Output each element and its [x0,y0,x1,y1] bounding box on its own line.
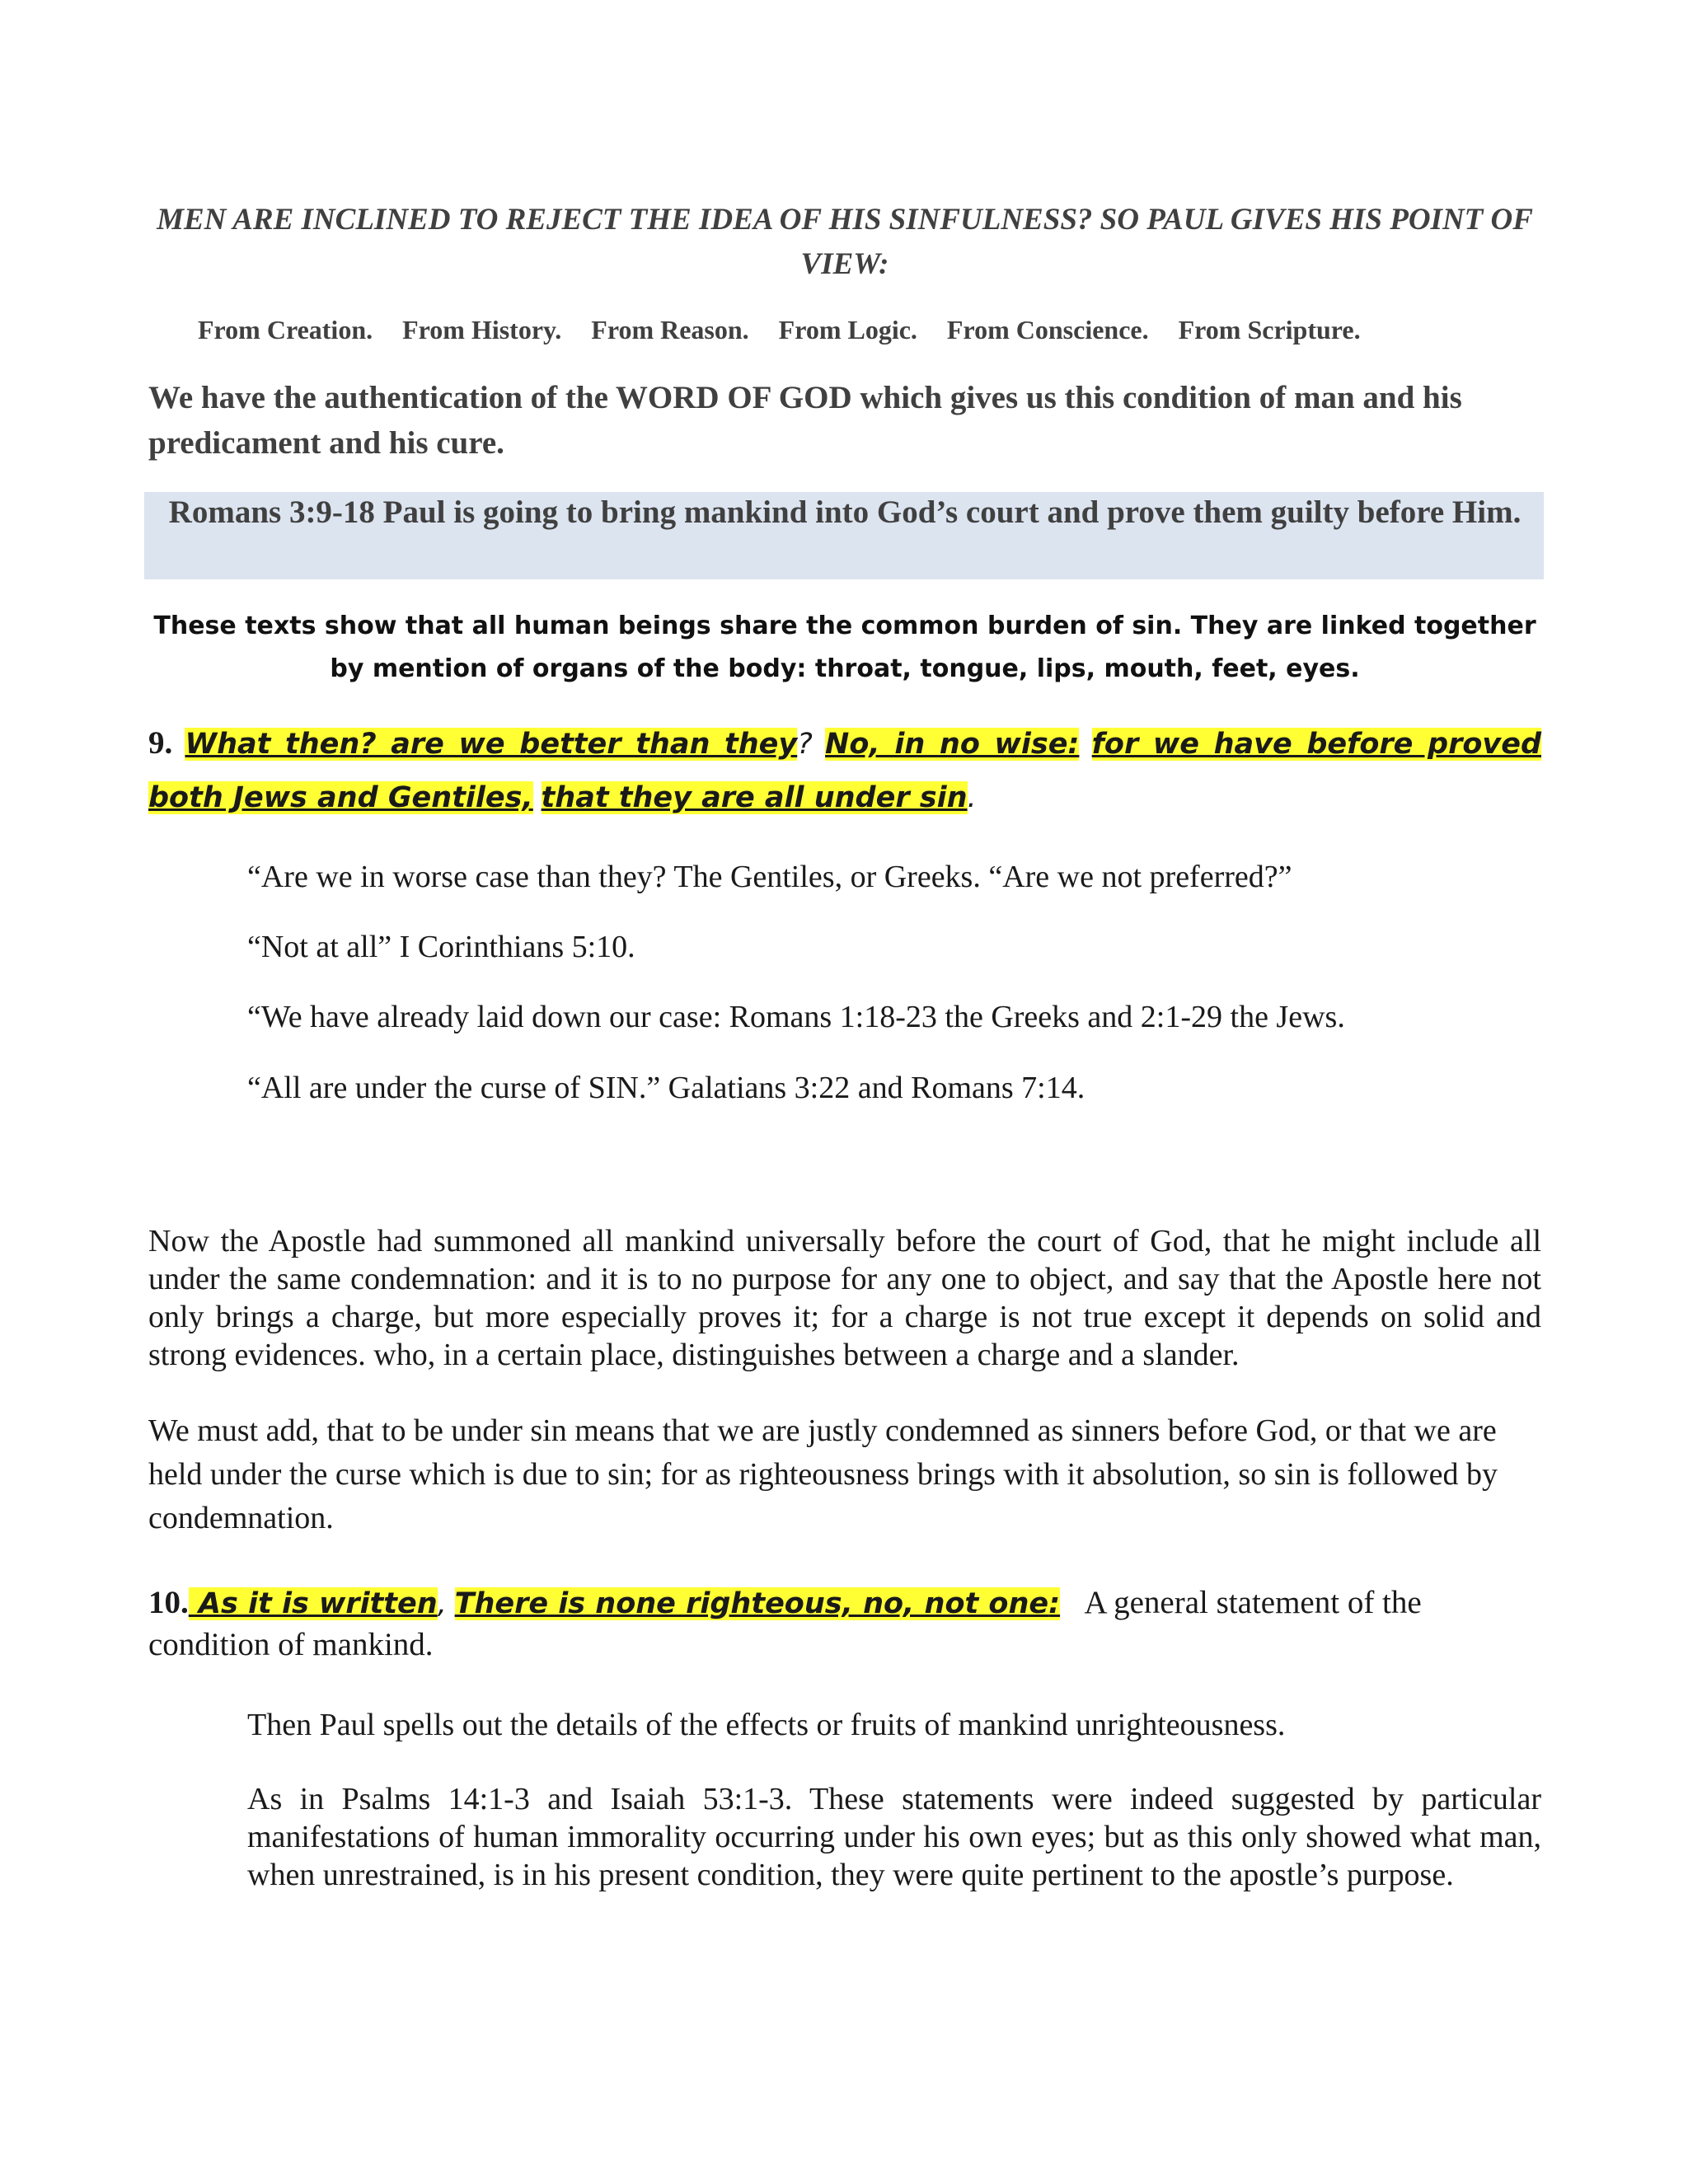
verse-10-highlight-2: There is none righteous, no, not one [454,1587,1049,1620]
paragraph-under-sin: We must add, that to be under sin means that we are justly condemned as sinners before God, or that we are held under the curse which is due to sin; for as righteousness brings with it absolution, so sin is followed by condemnation. [148,1413,1498,1535]
quote-3: “We have already laid down our case: Romans 1:18-23 the Greeks and 2:1-29 the Jews. [247,1000,1345,1034]
verse-9 [148,717,1541,824]
verse-10-number: 10. [148,1585,189,1620]
texts-summary: These texts show that all human beings share the common burden of sin. They are linked together by mention of organs of the body: throat, tongue, lips, mouth, feet, eyes. [153,612,1536,683]
perspective-conscience: From Conscience. [946,315,1149,344]
quote-4: “All are under the curse of SIN.” Galatians 3:22 and Romans 7:14. [247,1071,1085,1105]
verse-9-highlight-1: What then? are we better than they [185,728,798,761]
perspective-reason: From Reason. [591,315,749,344]
indent-paragraph-details: Then Paul spells out the details of the effects or fruits of mankind unrighteousness. [247,1708,1286,1742]
paragraph-apostle: Now the Apostle had summoned all mankind universally before the court of God, that he might include all under the same condemnation: and it is to no purpose for any one to object, and say that the Apostle here not only brings a charge, but more especially proves it; for a charge is not true except it depends on solid and strong evidences. who, in a certain place, distinguishes between a charge and a slander. [148,1224,1541,1372]
verse-9-highlight-4: that they are all under sin [541,781,968,814]
indent-paragraph-psalms: As in Psalms 14:1-3 and Isaiah 53:1-3. These statements were indeed suggested by particular manifestations of human immorality occurring under his own eyes; but as this only showed what man, when unrestrained, is in his present condition, they were quite pertinent to the apostle’s purpose. [247,1782,1541,1892]
verse-9-highlight-3: for we have before proved both Jews and Gentiles, [148,728,1542,814]
perspective-scripture: From Scripture. [1178,315,1361,344]
quote-1: “Are we in worse case than they? The Gentiles, or Greeks. “Are we not preferred?” [247,860,1292,894]
verse-10-highlight-1: As it is written [188,1587,438,1620]
perspective-history: From History. [402,315,562,344]
verse-9-question-mark: ? [797,728,813,761]
authentication-statement: We have the authentication of the WORD OF GOD which gives us this condition of man and his predicament and his cure. [148,380,1462,461]
verse-10-colon: : [1048,1587,1061,1620]
verse-10-comma: , [437,1587,447,1620]
perspectives-list [198,315,1533,345]
perspective-logic: From Logic. [778,315,917,344]
verse-10-description: A general statement of the condition of mankind. [148,1585,1422,1662]
verse-10 [148,1582,1541,1666]
page-title: MEN ARE INCLINED TO REJECT THE IDEA OF HIS SINFULNESS? SO PAUL GIVES HIS POINT OF VIEW: [157,203,1533,281]
verse-9-number: 9. [148,725,173,761]
verse-9-period: . [967,781,977,814]
quote-2: “Not at all” I Corinthians 5:10. [247,930,635,964]
romans-heading: Romans 3:9-18 Paul is going to bring mankind into God’s court and prove them guilty before Him. [168,494,1522,530]
verse-9-highlight-2: No, in no wise: [825,728,1080,761]
perspective-creation: From Creation. [198,315,373,344]
